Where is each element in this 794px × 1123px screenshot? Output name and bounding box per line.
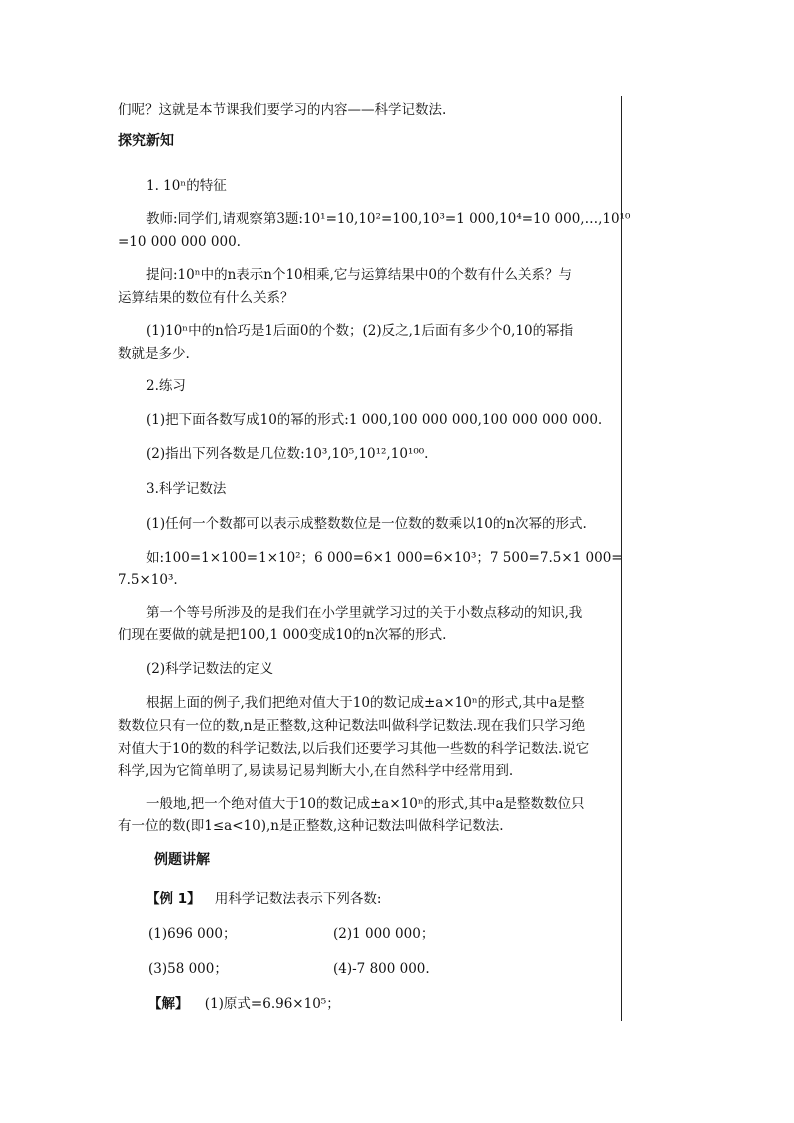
text-line: (1)把下面各数写成10的幂的形式:1 000,100 000 000,100 000 000 000.	[146, 412, 603, 428]
text-line: =10 000 000 000.	[118, 234, 241, 250]
question-1: (1)696 000；	[148, 926, 237, 942]
example-1	[146, 890, 381, 908]
text-line: 们现在要做的就是把100,1 000变成10的n次幂的形式.	[118, 627, 447, 643]
text-line: 有一位的数(即1≤a<10),n是正整数,这种记数法叫做科学记数法.	[118, 818, 504, 834]
subsection-title: (2)科学记数法的定义	[146, 661, 274, 677]
text-line: 们呢？这就是本节课我们要学习的内容——科学记数法.	[118, 102, 447, 118]
text-line: 一般地,把一个绝对值大于10的数记成±a×10ⁿ的形式,其中a是整数数位只	[146, 796, 585, 812]
text-line: 根据上面的例子,我们把绝对值大于10的数记成±a×10ⁿ的形式,其中a是整	[146, 695, 585, 711]
text-line: (1)任何一个数都可以表示成整数数位是一位数的数乘以10的n次幂的形式.	[146, 516, 587, 532]
text-line: 如:100=1×100=1×10²；6 000=6×1 000=6×10³；7 500=7.5×1 000=	[146, 550, 623, 566]
text-line: 运算结果的数位有什么关系？	[118, 290, 294, 306]
solution-text: (1)原式=6.96×10⁵；	[204, 996, 340, 1012]
text-line: 科学,因为它简单明了,易读易记易判断大小,在自然科学中经常用到.	[118, 763, 514, 779]
text-line: 提问:10ⁿ中的n表示n个10相乘,它与运算结果中0的个数有什么关系？与	[146, 267, 573, 283]
example-prompt: 用科学记数法表示下列各数:	[214, 891, 382, 907]
question-row	[148, 925, 548, 943]
section-heading-explore: 探究新知	[118, 133, 174, 149]
question-2: (2)1 000 000；	[333, 926, 435, 942]
text-line: 对值大于10的数的科学记数法,以后我们还要学习其他一些数的科学记数法.说它	[118, 741, 590, 757]
text-line: 数数位只有一位的数,n是正整数,这种记数法叫做科学记数法.现在我们只学习绝	[118, 718, 586, 734]
text-line: 教师:同学们,请观察第3题:10¹=10,10²=100,10³=1 000,10⁴=10 000,…,10¹⁰	[146, 211, 631, 227]
question-row	[148, 960, 548, 978]
solution	[148, 995, 340, 1013]
text-line: 数就是多少.	[118, 346, 190, 362]
section-heading-examples: 例题讲解	[154, 852, 210, 868]
text-line: 7.5×10³.	[118, 572, 178, 588]
question-4: (4)-7 800 000.	[333, 961, 430, 977]
question-3: (3)58 000；	[148, 961, 228, 977]
text-line: (2)指出下列各数是几位数:10³,10⁵,10¹²,10¹⁰⁰.	[146, 446, 429, 462]
subsection-title: 3.科学记数法	[146, 481, 227, 497]
subsection-title: 2.练习	[146, 378, 186, 394]
text-line: 第一个等号所涉及的是我们在小学里就学习过的关于小数点移动的知识,我	[146, 605, 583, 621]
solution-label: 【解】	[148, 996, 189, 1012]
example-label: 【例 1】	[146, 891, 201, 907]
text-line: (1)10ⁿ中的n恰巧是1后面0的个数；(2)反之,1后面有多少个0,10的幂指	[146, 323, 574, 339]
subsection-title: 1. 10ⁿ的特征	[146, 178, 227, 194]
